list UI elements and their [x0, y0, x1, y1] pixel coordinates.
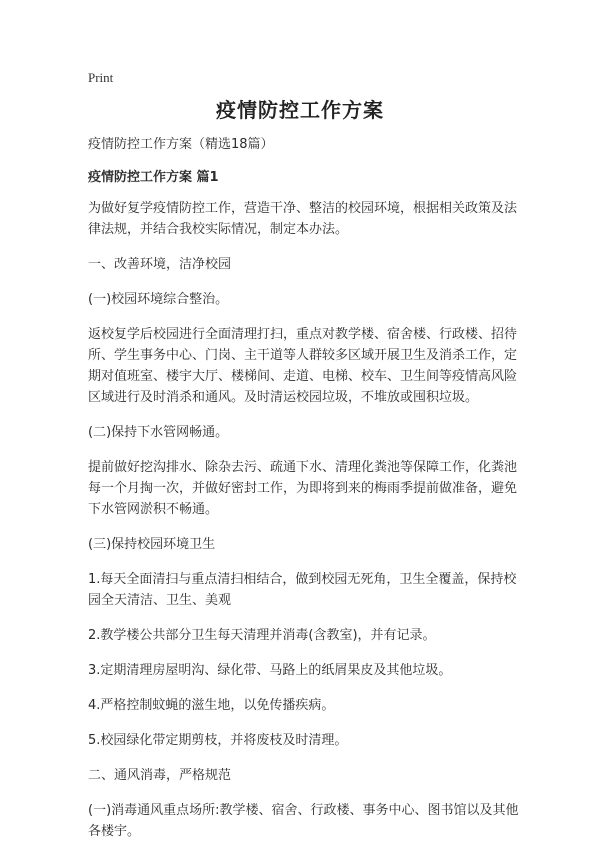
page-title: 疫情防控工作方案	[216, 98, 384, 122]
print-link[interactable]: Print	[88, 70, 114, 85]
paragraph: 2.教学楼公共部分卫生每天清理并消毒(含教室)，并有记录。	[88, 628, 436, 643]
paragraph: 5.校园绿化带定期剪枝，并将废枝及时清理。	[88, 733, 348, 748]
paragraph: 返校复学后校园进行全面清理打扫，重点对教学楼、宿舍楼、行政楼、招待所、学生事务中心、门岗、主干道等人群较多区域开展卫生及消杀工作，定期对值班室、楼宇大厅、楼梯间、走道、电梯、校车、卫生间等疫情高风险区域进行及时消杀和通风。及时清运校园垃圾，不堆放或囤积垃圾。	[88, 327, 518, 405]
paragraph: 3.定期清理房屋明沟、绿化带、马路上的纸屑果皮及其他垃圾。	[88, 663, 452, 678]
paragraph: 4.严格控制蚊蝇的滋生地，以免传播疾病。	[88, 698, 335, 713]
paragraph: (一)校园环境综合整治。	[88, 292, 229, 307]
article-subtitle: 疫情防控工作方案（精选18篇）	[88, 137, 274, 152]
paragraph: (三)保持校园环境卫生	[88, 537, 216, 552]
article-body	[88, 134, 526, 856]
paragraph: 1.每天全面清扫与重点清扫相结合，做到校园无死角，卫生全覆盖，保持校园全天清洁、卫生、美观	[88, 572, 517, 608]
paragraph: (一)消毒通风重点场所:教学楼、宿舍、行政楼、事务中心、图书馆以及其他各楼宇。	[88, 803, 519, 839]
paragraph: 一、改善环境，洁净校园	[88, 257, 232, 272]
paragraph: (二)保持下水管网畅通。	[88, 425, 229, 440]
paragraph: 为做好复学疫情防控工作，营造干净、整洁的校园环境，根据相关政策及法律法规，并结合我校实际情况，制定本办法。	[88, 201, 518, 237]
paragraph: 二、通风消毒，严格规范	[88, 768, 232, 783]
paragraph: 提前做好挖沟排水、除杂去污、疏通下水、清理化粪池等保障工作，化粪池每一个月掏一次，并做好密封工作，为即将到来的梅雨季提前做准备，避免下水管网淤积不畅通。	[88, 460, 518, 517]
section-heading: 疫情防控工作方案 篇1	[88, 170, 219, 185]
